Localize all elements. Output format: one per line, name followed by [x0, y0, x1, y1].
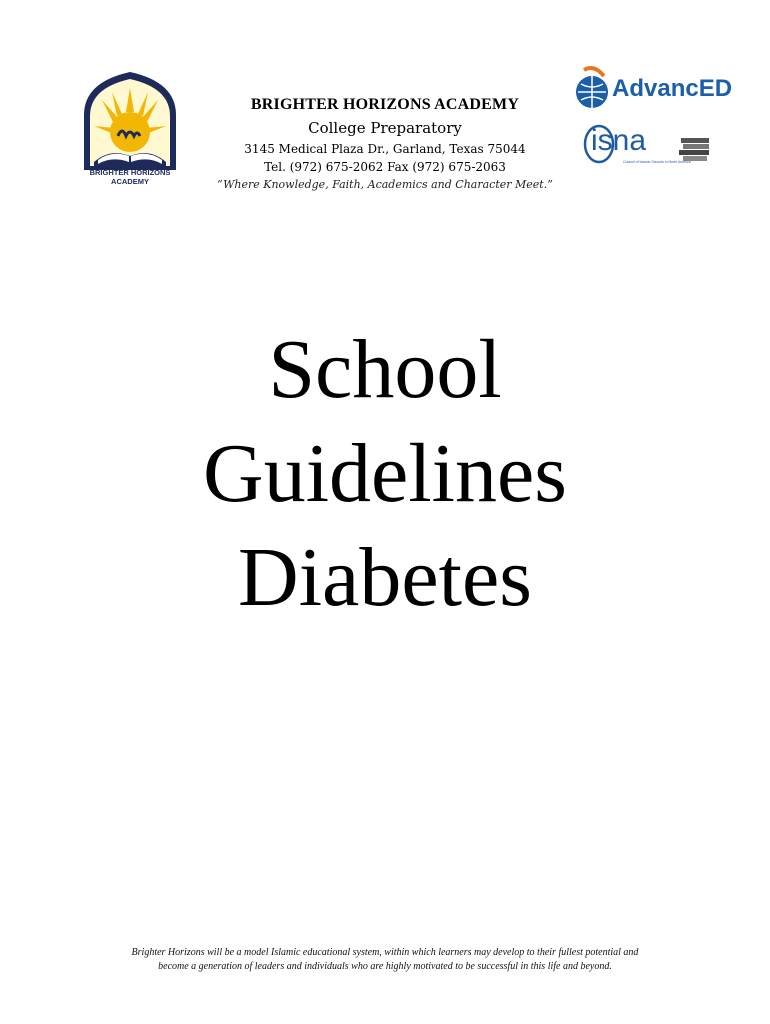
title-line-1: School: [268, 323, 502, 416]
mission-line-1: Brighter Horizons will be a model Islamic educational system, within which learners may develop to their fullest potential and: [131, 947, 639, 958]
isna-logo: [583, 120, 713, 172]
school-motto: “Where Knowledge, Faith, Academics and Character Meet.”: [217, 178, 553, 191]
letterhead: [185, 94, 585, 194]
mission-line-2: become a generation of leaders and individuals who are highly motivated to be successful in this life and beyond.: [158, 961, 612, 972]
mission-statement: [100, 946, 670, 974]
title-line-3: Diabetes: [238, 531, 532, 624]
school-phone-fax: Tel. (972) 675-2062 Fax (972) 675-2063: [264, 160, 506, 174]
document-title: [85, 318, 685, 630]
globe-icon: [572, 66, 612, 112]
school-subtitle: College Preparatory: [308, 119, 462, 137]
logo-caption-line2: ACADEMY: [111, 177, 149, 186]
title-line-2: Guidelines: [203, 427, 567, 520]
logo-caption-line1: BRIGHTER HORIZONS: [89, 168, 171, 177]
brighter-horizons-logo: [80, 70, 180, 192]
advanced-logo-text: AdvancED: [612, 75, 733, 102]
isna-logo-text: isna: [591, 124, 647, 157]
advanced-logo: [572, 64, 732, 116]
school-name: BRIGHTER HORIZONS ACADEMY: [250, 96, 520, 113]
isna-logo-tagline: Council of Islamic Schools in North America: [623, 160, 691, 164]
school-address: 3145 Medical Plaza Dr., Garland, Texas 75044: [244, 142, 526, 156]
